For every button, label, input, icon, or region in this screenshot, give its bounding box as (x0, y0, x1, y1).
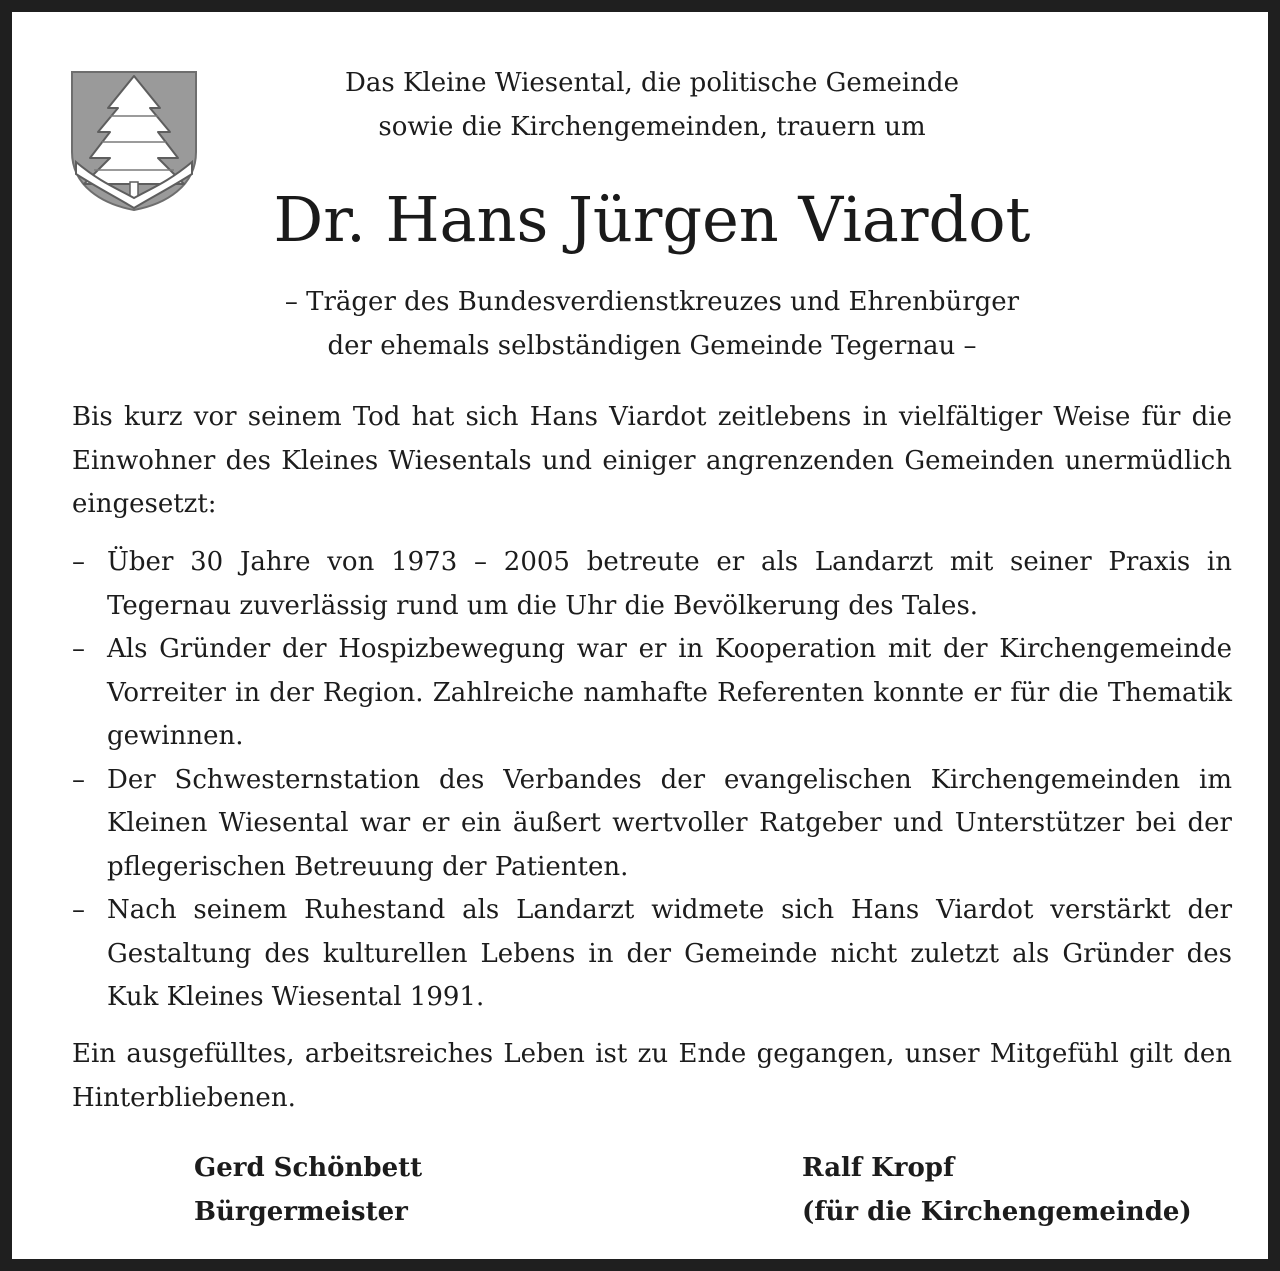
honors-line-1: – Träger des Bundesverdienstkreuzes und Ehrenbürger (284, 287, 1020, 317)
list-dash: – (72, 634, 85, 664)
list-item (72, 628, 1232, 759)
header-line-1: Das Kleine Wiesental, die politische Gemeinde (345, 68, 959, 98)
signature-role: (für die Kirchengemeinde) (802, 1197, 1192, 1227)
list-item (72, 541, 1232, 628)
list-item (72, 889, 1232, 1020)
list-item-text: Als Gründer der Hospizbewegung war er in Kooperation mit der Kirchengemeinde Vorreiter in der Region. Zahlreiche namhafte Referenten konnte er für die Thematik gewinnen. (107, 634, 1232, 751)
list-dash: – (72, 764, 85, 795)
header-line-2: sowie die Kirchengemeinden, trauern um (378, 112, 926, 142)
list-item-text: Der Schwesternstation des Verbandes der evangelischen Kirchengemeinden im Kleinen Wiesental war er ein äußert wertvoller Ratgeber und Unterstützer bei der pflegerischen Betreuung der Patienten. (107, 764, 1232, 882)
intro-paragraph: Bis kurz vor seinem Tod hat sich Hans Viardot zeitlebens in vielfältiger Weise für die Einwohner des Kleines Wiesentals und einiger angrenzenden Gemeinden unermüdlich eingesetzt: (72, 402, 1232, 519)
merits-list (72, 541, 1232, 1020)
signature-mayor (194, 1146, 422, 1234)
list-item-text: Über 30 Jahre von 1973 – 2005 betreute er als Landarzt mit seiner Praxis in Tegernau zuverlässig rund um die Uhr die Bevölkerung des Tales. (107, 547, 1232, 621)
closing-paragraph: Ein ausgefülltes, arbeitsreiches Leben ist zu Ende gegangen, unser Mitgefühl gilt den Hinterbliebenen. (72, 1039, 1232, 1113)
list-dash: – (72, 895, 85, 925)
list-item-text: Nach seinem Ruhestand als Landarzt widmete sich Hans Viardot verstärkt der Gestaltung des kulturellen Lebens in der Gemeinde nicht zuletzt als Gründer des Kuk Kleines Wiesental 1991. (107, 895, 1232, 1012)
signature-role: Bürgermeister (194, 1197, 408, 1227)
honors-line-2: der ehemals selbständigen Gemeinde Tegernau – (327, 331, 977, 361)
signature-church (802, 1146, 1192, 1234)
deceased-name: Dr. Hans Jürgen Viardot (273, 183, 1031, 256)
list-item (72, 759, 1232, 890)
signature-name: Ralf Kropf (802, 1153, 955, 1183)
signature-name: Gerd Schönbett (194, 1153, 423, 1183)
list-dash: – (72, 547, 85, 577)
